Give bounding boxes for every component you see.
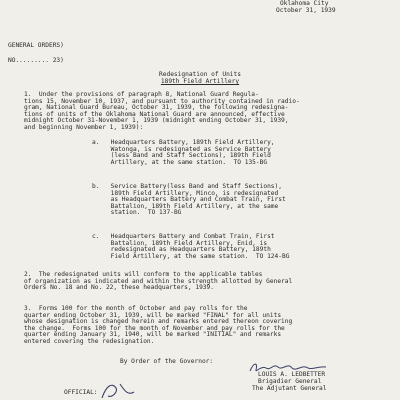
official-signature-mark: [98, 380, 138, 400]
signer-title: The Adjutant General: [252, 385, 327, 392]
paragraph-1: 1. Under the provisions of paragraph 8, National Guard Regula- tions 15, November 10, 1937, and pursuant to authority contained in radio- gram, National Guard Bureau, October 31, 1939, the following redesigna- tions of units of the Oklahoma National Guard are announced, effective midnight October 31-November 1, 1939 (midnight ending October 31, 1939, and beginning November 1, 1939):: [24, 91, 300, 131]
header-place: Oklahoma City: [280, 0, 329, 7]
item-a: a. Headquarters Battery, 189th Field Artillery, Watonga, is redesignated as Service Battery (less Band and Staff Sections), 189th Field Artillery, at the same station. TO 135-BG: [92, 139, 275, 166]
paragraph-2: 2. The redesignated units will conform to the applicable tables of organization as indicated and within the strength allotted by General Orders No. 18 and No. 22, these headquarters, 1939.: [24, 271, 293, 292]
general-orders-label: GENERAL ORDERS): [8, 42, 64, 49]
title-line-1: Redesignation of Units: [159, 71, 241, 78]
signer-name: LOUIS A. LEDBETTER: [258, 371, 326, 378]
header-date: October 31, 1939: [276, 7, 336, 14]
orders-number: NO......... 23): [8, 57, 64, 64]
closing-line: By Order of the Governor:: [120, 358, 214, 365]
signer-rank: Brigadier General: [258, 378, 322, 385]
item-c: c. Headquarters Battery and Combat Train, First Battalion, 189th Field Artillery, Enid, is redesignated as Headquarters Battery, 189th Field Artillery, at the same station. TO 124-BG: [92, 233, 290, 260]
paragraph-3: 3. Forms 100 for the month of October and pay rolls for the quarter ending October 31, 1939, will be marked "FINAL" for all units whose designation is changed herein and remarks entered thereon covering the change. Forms 100 for the month of November and pay rolls for the quarter ending January 31, 1940, will be marked "INITIAL" and remarks entered covering the redesignation.: [24, 305, 293, 345]
title-line-2: 189th Field Artillery: [160, 78, 240, 85]
item-b: b. Service Battery(less Band and Staff Sections), 189th Field Artillery, Minco, is redesignated as Headquarters Battery and Combat Train, First Battalion, 189th Field Artillery, at the same station. TO 137-BG: [92, 183, 286, 217]
official-label: OFFICIAL:: [64, 389, 98, 396]
